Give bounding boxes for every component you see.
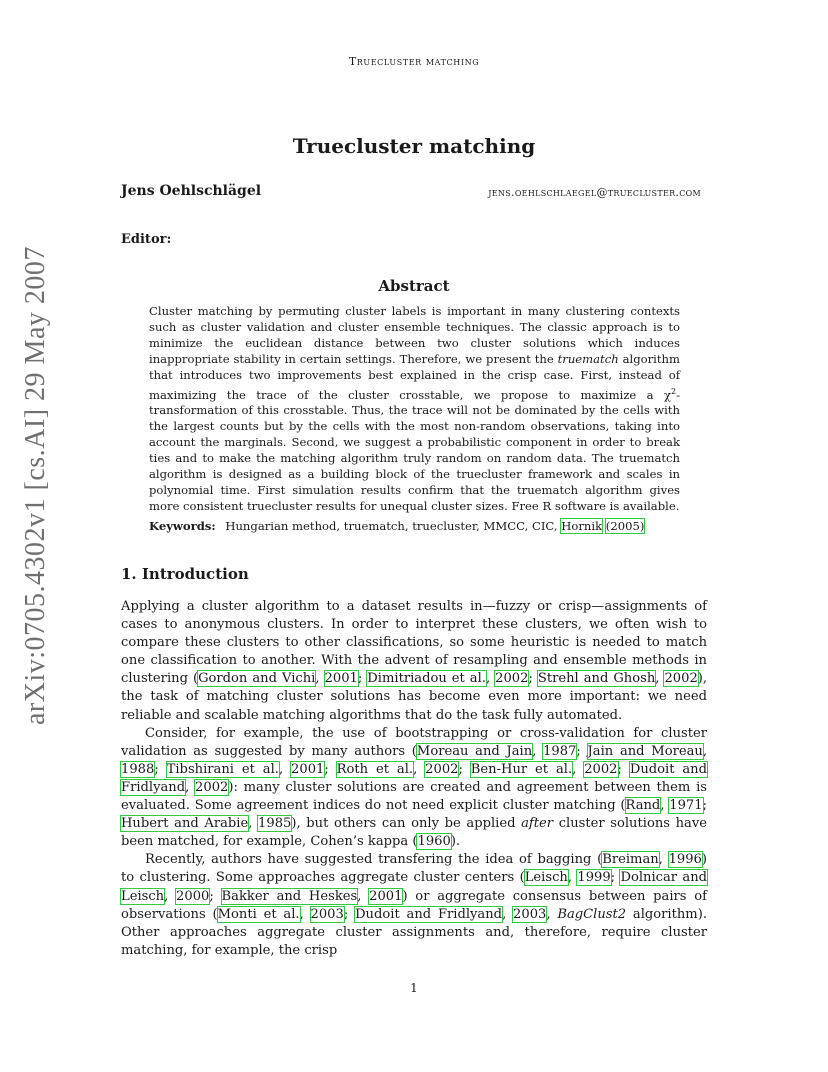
text-run: , (357, 888, 370, 904)
citation-link[interactable]: 1985 (258, 816, 292, 832)
section-heading (121, 565, 249, 583)
text-run: , (315, 671, 325, 687)
citation-link[interactable]: Jain and Moreau (587, 743, 703, 759)
citation-link[interactable]: Monti et al. (217, 906, 300, 922)
text-run: ; (357, 671, 368, 687)
text-run: ; (702, 798, 707, 814)
citation-link[interactable]: 1999 (577, 870, 611, 886)
text-run: , (485, 671, 496, 687)
text-run: , (660, 798, 670, 814)
citation-link[interactable]: 2003 (310, 906, 344, 922)
citation-link[interactable]: 1971 (669, 798, 703, 814)
text-run: ; (617, 761, 630, 777)
text-run: ; (324, 761, 337, 777)
text-run: Consider, for example, the use of bootstrapping or cross-validation for cluster validation as suggested by many authors ( (121, 725, 707, 759)
text-run: , (532, 743, 544, 759)
text-run: ; (209, 888, 222, 904)
arxiv-identifier-stamp: arXiv:0705.4302v1 [cs.AI] 29 May 2007 (20, 246, 51, 725)
text-run: , (658, 852, 669, 868)
text-run: Applying a cluster algorithm to a dataset results in—fuzzy or crisp—assignments of cases to anonymous clusters. In order to interpret these clusters, we often wish to compare these clusters to other classifications, so some heuristic is needed to match one classification to another. With the advent of resampling and ensemble methods in clustering ( (121, 599, 707, 687)
text-run: ; (576, 743, 588, 759)
paragraph (121, 725, 707, 852)
abstract-emphasis: truematch (557, 351, 619, 366)
text-run: ; (528, 671, 538, 687)
text-run: , (185, 779, 196, 795)
running-head: Truecluster matching (348, 55, 480, 68)
citation-link[interactable]: Bakker and Heskes (221, 888, 358, 904)
citation-link[interactable]: Breiman (602, 852, 659, 868)
citation-link[interactable]: 1996 (668, 852, 702, 868)
citation-link[interactable]: Rand (625, 798, 661, 814)
emphasis-text: BagClust2 (557, 906, 627, 922)
citation-link[interactable]: Ben-Hur et al. (470, 761, 573, 777)
citation-link[interactable]: 2001 (291, 761, 325, 777)
text-run: , (655, 671, 665, 687)
text-run: ; (343, 906, 356, 922)
citation-link[interactable]: 1988 (121, 761, 155, 777)
citation-link[interactable]: 2003 (513, 906, 547, 922)
citation-link[interactable]: 1987 (543, 743, 577, 759)
citation-link[interactable]: 2002 (195, 779, 229, 795)
text-run: , (546, 906, 558, 922)
text-run: algorithm). Other approaches aggregate cluster assignments and, therefore, require cluster matching, for example, the crisp (121, 906, 707, 958)
citation-link[interactable]: 2001 (324, 671, 358, 687)
text-run: Recently, authors have suggested transfering the idea of bagging ( (145, 852, 603, 868)
citation-link[interactable]: Dudoit and Fridlyand (121, 761, 707, 795)
text-run: ; (154, 761, 167, 777)
text-run: , (413, 761, 426, 777)
keywords-label: Keywords: (149, 519, 216, 533)
text-run: , (702, 743, 707, 759)
text-run: ) to clustering. Some approaches aggregate cluster centers ( (121, 852, 707, 886)
text-run: cluster solutions have been matched, for example, Cohen’s kappa ( (121, 816, 707, 850)
citation-link[interactable]: 2002 (425, 761, 459, 777)
text-run: ; (610, 870, 621, 886)
text-run: , (572, 761, 585, 777)
citation-link[interactable]: Hubert and Arabie (121, 816, 249, 832)
citation-link[interactable]: Moreau and Jain (416, 743, 533, 759)
paper-title: Truecluster matching (292, 134, 536, 158)
text-run: , (567, 870, 578, 886)
section-number: 1. (121, 565, 137, 583)
abstract-segment: algorithm that introduces two improvements best explained in the crisp case. First, instead of maximizing the trace of the cluster crosstable, we propose to maximize a χ (149, 351, 680, 402)
author-email[interactable]: jens.oehlschlaegel@truecluster.com (488, 186, 701, 199)
text-run: ): many cluster solutions are created and agreement between them is evaluated. Some agreement indices do not need explicit cluster matching ( (121, 779, 707, 814)
text-run: , (502, 906, 514, 922)
citation-link[interactable]: 2002 (664, 671, 698, 687)
citation-link[interactable]: Tibshirani et al. (166, 761, 279, 777)
body-text (121, 598, 707, 960)
text-run: ; (458, 761, 471, 777)
text-run: ). (450, 834, 461, 850)
citation-link[interactable]: Dimitriadou et al. (367, 671, 486, 687)
citation-link[interactable]: 2000 (176, 888, 210, 904)
citation-link[interactable]: Gordon and Vichi (198, 671, 316, 687)
citation-link[interactable]: 2002 (584, 761, 618, 777)
text-run: ), but others can only be applied (291, 816, 522, 832)
citation-link[interactable]: 1960 (417, 834, 451, 850)
abstract-segment: -transformation of this crosstable. Thus, the trace will not be dominated by the cells with the largest counts but by the cells with the most non-random observations, taking into account the marginals. Second, we suggest a probabilistic component in order to break ties and to make the matching algorithm truly random on random data. The truematch algorithm is designed as a building block of the truecluster framework and scales in polynomial time. First simulation results confirm that the truematch algorithm gives more consistent truecluster results for unequal cluster sizes. Free R software is available. (149, 387, 680, 513)
citation-link[interactable]: Hornik (561, 519, 603, 533)
paragraph (121, 851, 707, 960)
emphasis-text: after (521, 816, 554, 832)
citation-link[interactable]: Leisch (524, 870, 568, 886)
abstract-superscript: 2 (670, 386, 677, 396)
abstract-text (149, 304, 680, 515)
editor-label: Editor: (121, 232, 172, 247)
text-run: , (278, 761, 292, 777)
abstract-heading: Abstract (378, 277, 450, 295)
citation-link[interactable]: Dolnicar and Leisch (121, 870, 708, 904)
citation-link[interactable]: (2005) (605, 519, 645, 533)
citation-link[interactable]: Roth et al. (336, 761, 414, 777)
keywords-line (149, 519, 689, 533)
text-run: ), the task of matching cluster solutions has become even more important: we need reliable and scalable matching algorithms that do the task fully automated. (121, 671, 708, 723)
text-run: , (164, 888, 177, 904)
author-name: Jens Oehlschlägel (121, 183, 262, 199)
keywords-text: Hungarian method, truematch, truecluster, MMCC, CIC, (225, 519, 558, 533)
abstract-segment: Cluster matching by permuting cluster labels is important in many clustering contexts such as cluster validation and cluster ensemble techniques. The classic approach is to minimize the euclidean distance between two cluster solutions which induces inappropriate stability in certain settings. Therefore, we present the (149, 304, 680, 366)
paragraph (121, 598, 707, 725)
citation-link[interactable]: Strehl and Ghosh (537, 671, 656, 687)
citation-link[interactable]: 2001 (369, 888, 403, 904)
text-run: ) or aggregate consensus between pairs of observations ( (121, 888, 707, 922)
citation-link[interactable]: 2002 (495, 671, 529, 687)
page-number: 1 (410, 981, 418, 995)
text-run: , (299, 906, 311, 922)
text-run: , (248, 816, 259, 832)
citation-link[interactable]: Dudoit and Fridlyand (355, 906, 503, 922)
section-title: Introduction (141, 565, 249, 583)
